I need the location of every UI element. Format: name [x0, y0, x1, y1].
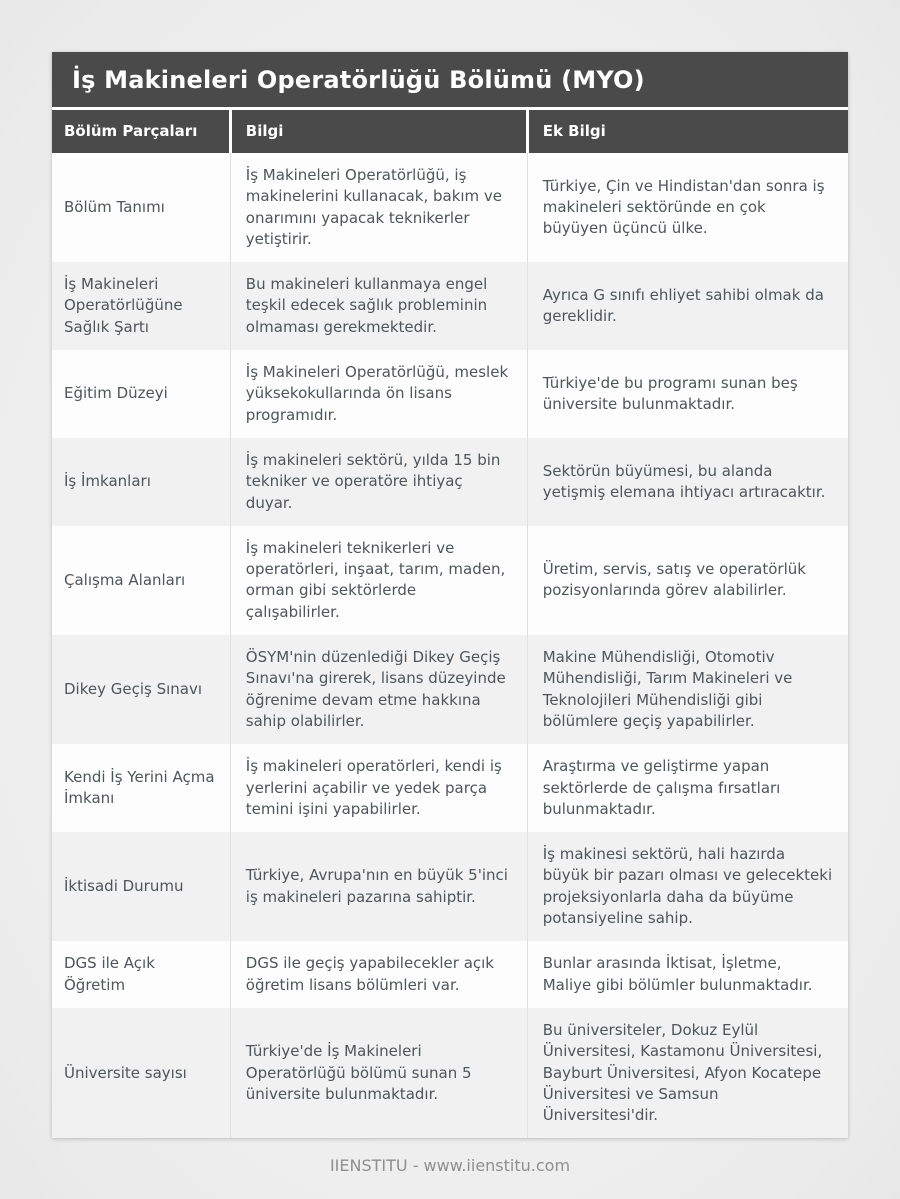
table-row: [52, 350, 848, 438]
row-part-cell: Dikey Geçiş Sınavı: [52, 635, 230, 744]
row-info-cell: Bu makineleri kullanmaya engel teşkil edecek sağlık probleminin olmaması gerekmektedir.: [230, 262, 527, 350]
row-info-cell: Türkiye, Avrupa'nın en büyük 5'inci iş makineleri pazarına sahiptir.: [230, 832, 527, 941]
row-extra-cell: İş makinesi sektörü, hali hazırda büyük bir pazarı olması ve gelecekteki projeksiyonlarla daha da büyüme potansiyeline sahip.: [527, 832, 848, 941]
table-row: [52, 262, 848, 350]
footer-branding: IIENSTITU - www.iienstitu.com: [329, 1156, 571, 1176]
row-part-cell: DGS ile Açık Öğretim: [52, 941, 230, 1008]
row-part-cell: Üniversite sayısı: [52, 1008, 230, 1138]
row-part-cell: İş İmkanları: [52, 438, 230, 526]
row-extra-cell: Ayrıca G sınıfı ehliyet sahibi olmak da gereklidir.: [527, 262, 848, 350]
row-part-cell: Çalışma Alanları: [52, 526, 230, 635]
table-row: [52, 832, 848, 941]
department-info-table: [52, 110, 848, 1138]
row-info-cell: İş Makineleri Operatörlüğü, meslek yüksekokullarında ön lisans programıdır.: [230, 350, 527, 438]
row-part-cell: İş Makineleri Operatörlüğüne Sağlık Şartı: [52, 262, 230, 350]
row-extra-cell: Makine Mühendisliği, Otomotiv Mühendisliği, Tarım Makineleri ve Teknolojileri Mühendisliği gibi bölümlere geçiş yapabilirler.: [527, 635, 848, 744]
row-info-cell: İş makineleri teknikerleri ve operatörleri, inşaat, tarım, maden, orman gibi sektörlerde çalışabilirler.: [230, 526, 527, 635]
table-row: [52, 438, 848, 526]
table-row: [52, 941, 848, 1008]
table-header-row: [52, 110, 848, 153]
row-extra-cell: Türkiye'de bu programı sunan beş üniversite bulunmaktadır.: [527, 350, 848, 438]
table-row: [52, 635, 848, 744]
row-info-cell: İş Makineleri Operatörlüğü, iş makinelerini kullanacak, bakım ve onarımını yapacak teknikerler yetiştirir.: [230, 153, 527, 262]
column-header-info: Bilgi: [230, 110, 527, 153]
table-body: [52, 153, 848, 1138]
row-info-cell: İş makineleri operatörleri, kendi iş yerlerini açabilir ve yedek parça temini işini yapabilirler.: [230, 744, 527, 832]
row-info-cell: Türkiye'de İş Makineleri Operatörlüğü bölümü sunan 5 üniversite bulunmaktadır.: [230, 1008, 527, 1138]
row-extra-cell: Bunlar arasında İktisat, İşletme, Maliye gibi bölümler bulunmaktadır.: [527, 941, 848, 1008]
row-extra-cell: Bu üniversiteler, Dokuz Eylül Üniversitesi, Kastamonu Üniversitesi, Bayburt Üniversitesi, Afyon Kocatepe Üniversitesi ve Samsun Üniversitesi'dir.: [527, 1008, 848, 1138]
row-part-cell: Kendi İş Yerini Açma İmkanı: [52, 744, 230, 832]
row-extra-cell: Araştırma ve geliştirme yapan sektörlerde de çalışma fırsatları bulunmaktadır.: [527, 744, 848, 832]
row-extra-cell: Sektörün büyümesi, bu alanda yetişmiş elemana ihtiyacı artıracaktır.: [527, 438, 848, 526]
table-header: [52, 110, 848, 153]
department-table-card: [52, 52, 848, 1138]
table-row: [52, 526, 848, 635]
column-header-part: Bölüm Parçaları: [52, 110, 230, 153]
row-extra-cell: Üretim, servis, satış ve operatörlük pozisyonlarında görev alabilirler.: [527, 526, 848, 635]
row-part-cell: İktisadi Durumu: [52, 832, 230, 941]
row-extra-cell: Türkiye, Çin ve Hindistan'dan sonra iş makineleri sektöründe en çok büyüyen üçüncü ülke.: [527, 153, 848, 262]
page-title: İş Makineleri Operatörlüğü Bölümü (MYO): [52, 52, 848, 110]
column-header-extra: Ek Bilgi: [527, 110, 848, 153]
row-info-cell: DGS ile geçiş yapabilecekler açık öğretim lisans bölümleri var.: [230, 941, 527, 1008]
table-row: [52, 744, 848, 832]
row-info-cell: ÖSYM'nin düzenlediği Dikey Geçiş Sınavı'na girerek, lisans düzeyinde öğrenime devam etme hakkına sahip olabilirler.: [230, 635, 527, 744]
row-part-cell: Bölüm Tanımı: [52, 153, 230, 262]
table-row: [52, 1008, 848, 1138]
row-info-cell: İş makineleri sektörü, yılda 15 bin tekniker ve operatöre ihtiyaç duyar.: [230, 438, 527, 526]
row-part-cell: Eğitim Düzeyi: [52, 350, 230, 438]
table-row: [52, 153, 848, 262]
